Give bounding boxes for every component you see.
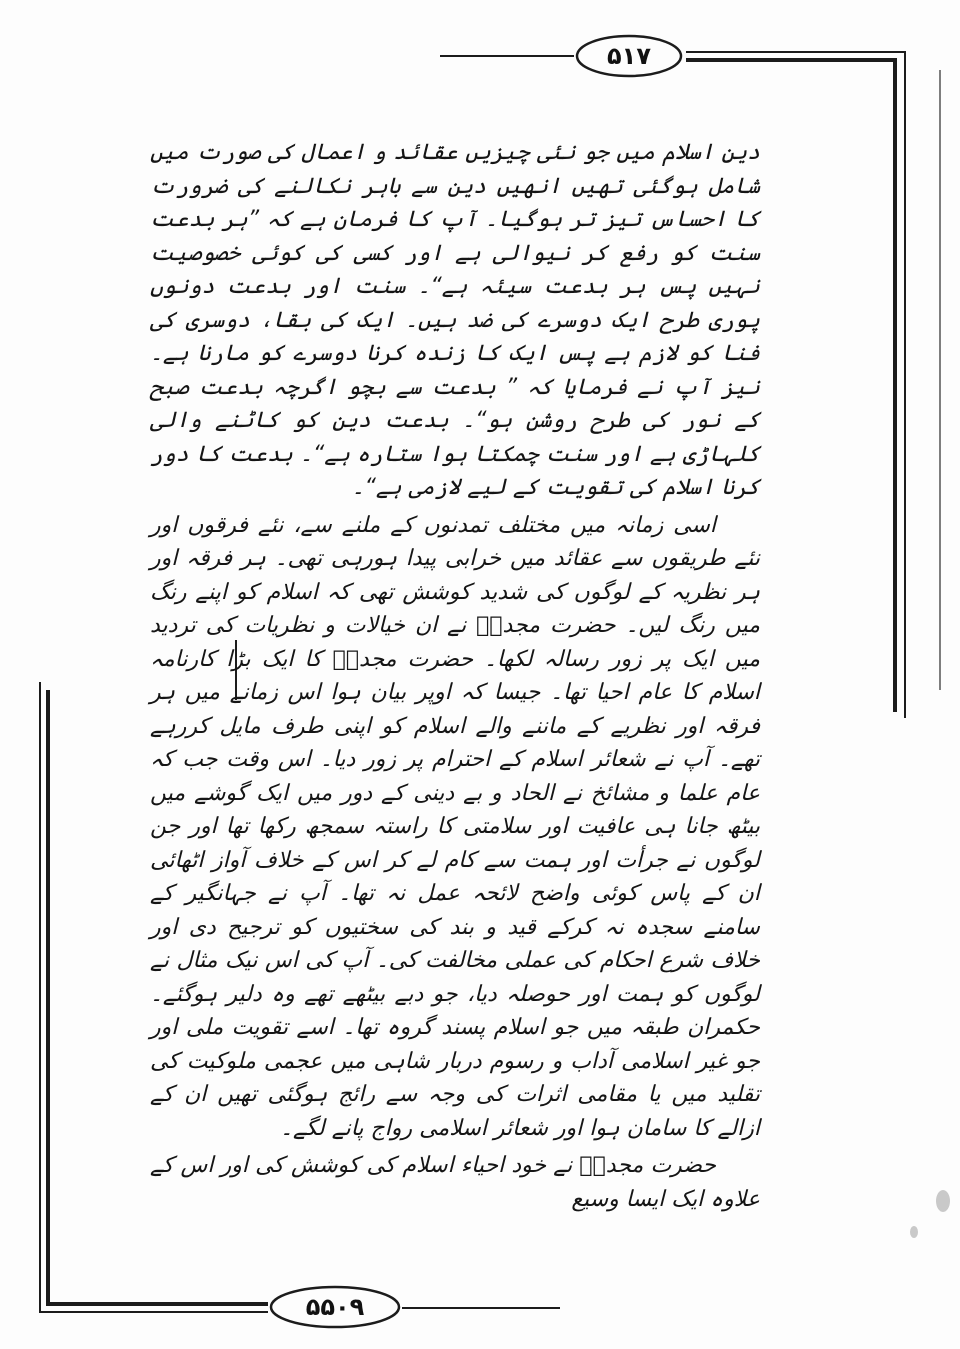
page-number-top: ۵۱۷ [607, 42, 651, 70]
scan-speck [936, 1190, 950, 1212]
paragraph-3: حضرت مجددؒ نے خود احیاء اسلام کی کوشش کی اور اس کے علاوہ ایک ایسا وسیع [150, 1153, 760, 1212]
scan-speck [910, 1226, 918, 1238]
page-number-bottom: ۵۵۰۹ [305, 1293, 365, 1321]
paragraph-2: اسی زمانہ میں مختلف تمدنوں کے ملنے سے، نئے فرقوں اور نئے طریقوں سے عقائد میں خرابی پیدا ہورہی تھی۔ ہر فرقہ اور ہر نظریہ کے لوگوں کی شدید کوشش تھی کہ اسلام کو اپنے رنگ میں رنگ لیں۔ حضرت مجددؒ نے ان خیالات و نظریات کی تردید میں ایک پر زور رسالہ لکھا۔ حضرت مجددؒ کا ایک بڑا کارنامہ اسلام کا عام احیا تھا۔ جیسا کہ اوپر بیان ہوا اس زمانے میں ہر فرقہ اور نظریے کے ماننے والے اسلام کو اپنی طرف مایل کررہے تھے۔ آپ نے شعائر اسلام کے احترام پر زور دیا۔ اس وقت جب کہ عام علما و مشائخ نے الحاد و بے دینی کے دور میں ایک گوشے میں بیٹھ جانا ہی عافیت اور سلامتی کا راستہ سمجھ رکھا تھا اور جن لوگوں نے جرأت اور ہمت سے کام لے کر اس کے خلاف آواز اٹھائی ان کے پاس کوئی واضح لائحہ عمل نہ تھا۔ آپ نے جہانگیر کے سامنے سجدہ نہ کرکے قید و بند کی سختیوں کو ترجیح دی اور خلاف شرع احکام کی عملی مخالفت کی۔ آپ کی اس نیک مثال نے لوگوں کو ہمت اور حوصلہ دیا، جو دبے بیٹھے تھے وہ دلیر ہوگئے۔ حکمران طبقہ میں جو اسلام پسند گروہ تھا۔ اسے تقویت ملی اور جو غیر اسلامی آداب و رسوم دربار شاہی میں عجمی ملوکیت کی تقلید میں یا مقامی اثرات کی وجہ سے رائج ہوگئی تھیں ان کے ازالے کا سامان ہوا اور شعائر اسلامی رواج پانے لگے۔ [150, 512, 760, 1141]
paragraph-1: دینِ اسلام میں جو نئی چیزیں عقائد و اعمال کی صورت میں شامل ہوگئی تھیں انھیں دین سے باہر نکالنے کی ضرورت کا احساس تیز تر ہوگیا۔ آپ کا فرمان ہے کہ ”ہر بدعت سنت کو رفع کر نیوالی ہے اور کسی کی کوئی خصوصیت نہیں پس ہر بدعت سیئہ ہے“۔ سنت اور بدعت دونوں پوری طرح ایک دوسرے کی ضد ہیں۔ ایک کی بقا، دوسری کی فنا کو لازم ہے پس ایک کا زندہ کرنا دوسرے کو مارنا ہے۔ نیز آپ نے فرمایا کہ ” بدعت سے بچو اگرچہ بدعت صبح کے نور کی طرح روشن ہو“۔ بدعت دین کو کاٹنے والی کلہاڑی ہے اور سنت چمکتا ہوا ستارہ ہے“۔ بدعت کا دور کرنا اسلام کی تقویت کے لیے لازمی ہے“۔ [150, 140, 760, 500]
urdu-body-text [150, 136, 760, 1216]
